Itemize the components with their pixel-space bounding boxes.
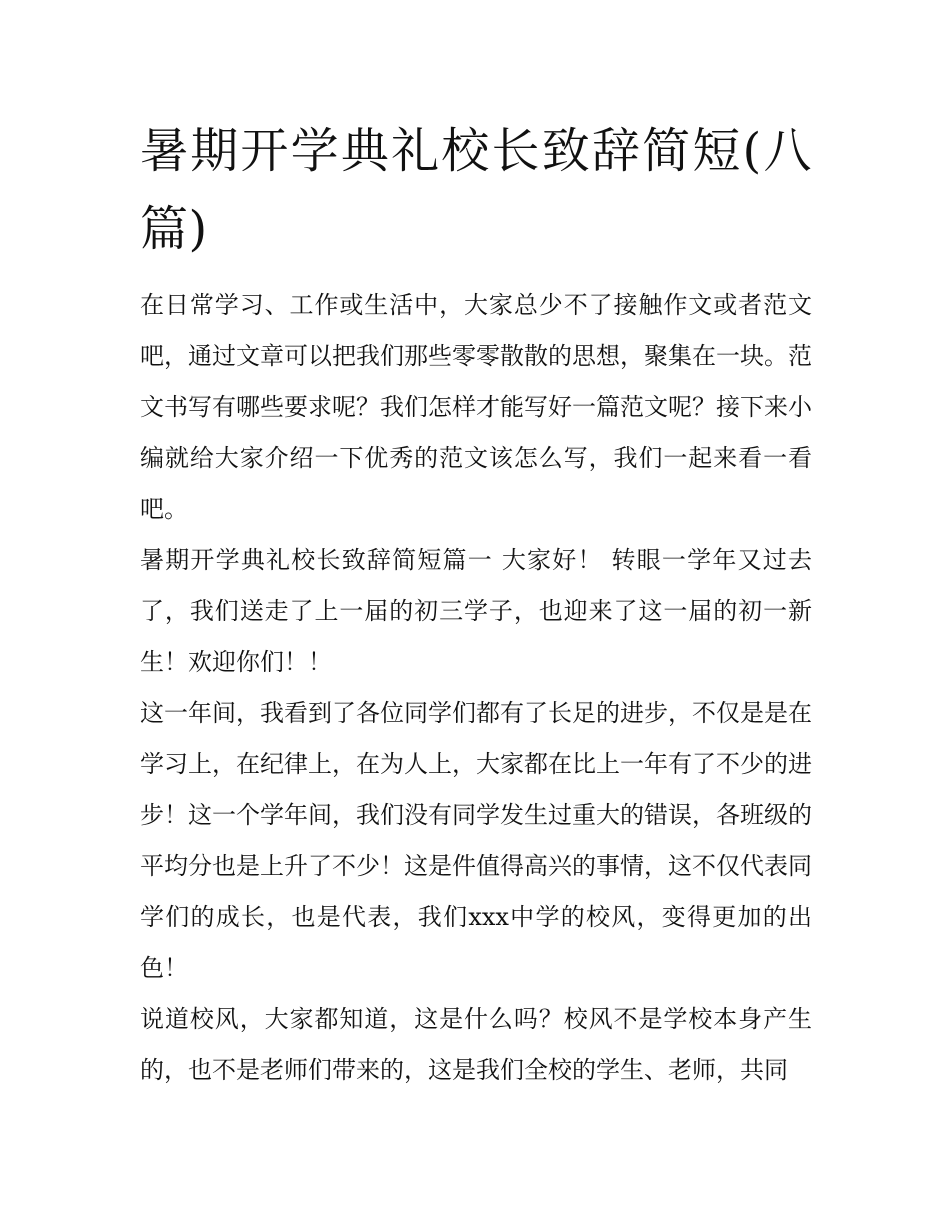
- school-spirit-paragraph: 说道校风，大家都知道，这是什么吗？校风不是学校本身产生的，也不是老师们带来的，这是我们全校的学生、老师，共同: [140, 1005, 812, 1084]
- document-body: [140, 280, 812, 1096]
- document-title: 暑期开学典礼校长致辞简短(八篇): [140, 123, 812, 257]
- document-content: [140, 112, 812, 1096]
- speech-opening-paragraph: 暑期开学典礼校长致辞简短篇一 大家好！ 转眼一学年又过去了，我们送走了上一届的初三学子，也迎来了这一届的初一新生！欢迎你们！！: [140, 546, 812, 676]
- intro-paragraph: 在日常学习、工作或生活中，大家总少不了接触作文或者范文吧，通过文章可以把我们那些零零散散的思想，聚集在一块。范文书写有哪些要求呢？我们怎样才能写好一篇范文呢？接下来小编就给大家介绍一下优秀的范文该怎么写，我们一起来看一看吧。: [140, 291, 812, 523]
- progress-paragraph: 这一年间，我看到了各位同学们都有了长足的进步，不仅是是在学习上，在纪律上，在为人上，大家都在比上一年有了不少的进步！这一个学年间，我们没有同学发生过重大的错误，各班级的平均分也是上升了不少！这是件值得高兴的事情，这不仅代表同学们的成长，也是代表，我们xxx中学的校风，变得更加的出色！: [140, 699, 812, 982]
